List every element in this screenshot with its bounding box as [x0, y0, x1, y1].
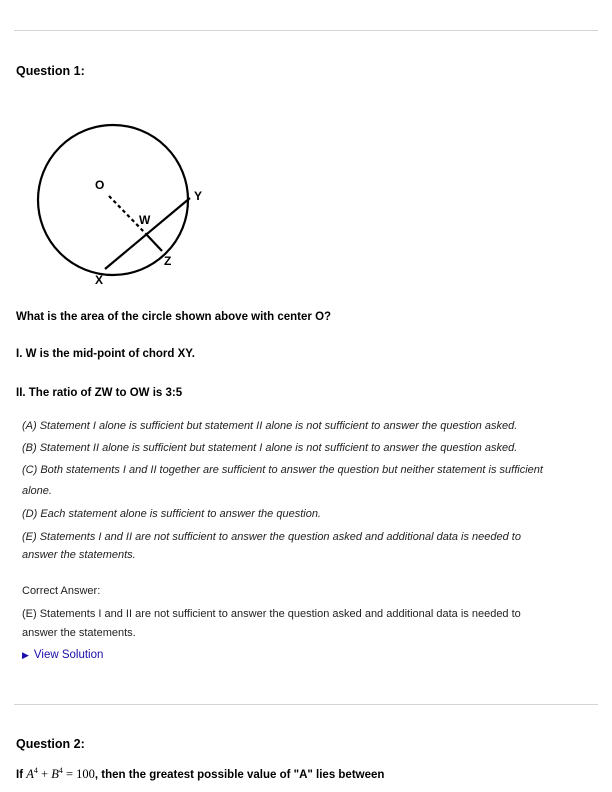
statement-2: II. The ratio of ZW to OW is 3:5 — [16, 387, 183, 399]
option-e-line2: answer the statements. — [22, 549, 136, 561]
middle-divider — [14, 704, 598, 705]
question-2-text: If $A^4 + B^4 = 100$, then the greatest possible value of "A" lies between — [16, 766, 385, 781]
correct-answer-line2: answer the statements. — [22, 627, 136, 639]
correct-answer-line1: (E) Statements I and II are not sufficient to answer the question asked and additional data is needed to — [22, 608, 521, 620]
segment-wz — [146, 234, 162, 251]
option-e-line1: (E) Statements I and II are not sufficient to answer the question asked and additional data is needed to — [22, 531, 521, 543]
expand-triangle-icon: ▶ — [22, 650, 29, 660]
option-c-line1: (C) Both statements I and II together are sufficient to answer the question but neither statement is sufficient — [22, 464, 543, 476]
label-y: Y — [194, 189, 203, 203]
label-x: X — [95, 273, 104, 287]
correct-answer-label: Correct Answer: — [22, 585, 101, 597]
question-1-title: Question 1: — [16, 64, 85, 78]
option-a: (A) Statement I alone is sufficient but statement II alone is not sufficient to answer the question asked. — [22, 420, 518, 432]
top-divider — [14, 30, 598, 31]
option-b: (B) Statement II alone is sufficient but statement I alone is not sufficient to answer the question asked. — [22, 442, 518, 454]
label-w: W — [139, 213, 151, 227]
view-solution-label: View Solution — [33, 649, 104, 661]
statement-1: I. W is the mid-point of chord XY. — [16, 348, 195, 360]
circle-diagram — [30, 120, 210, 290]
label-o: O — [95, 178, 105, 192]
label-z: Z — [164, 254, 172, 268]
chord-xy — [105, 198, 190, 269]
option-d: (D) Each statement alone is sufficient to answer the question. — [22, 508, 321, 520]
option-c-line2: alone. — [22, 485, 52, 497]
question-1-text: What is the area of the circle shown above with center O? — [16, 311, 332, 323]
circle-outline — [38, 125, 188, 275]
question-2-title: Question 2: — [16, 737, 85, 751]
view-solution-link[interactable] — [22, 649, 103, 661]
